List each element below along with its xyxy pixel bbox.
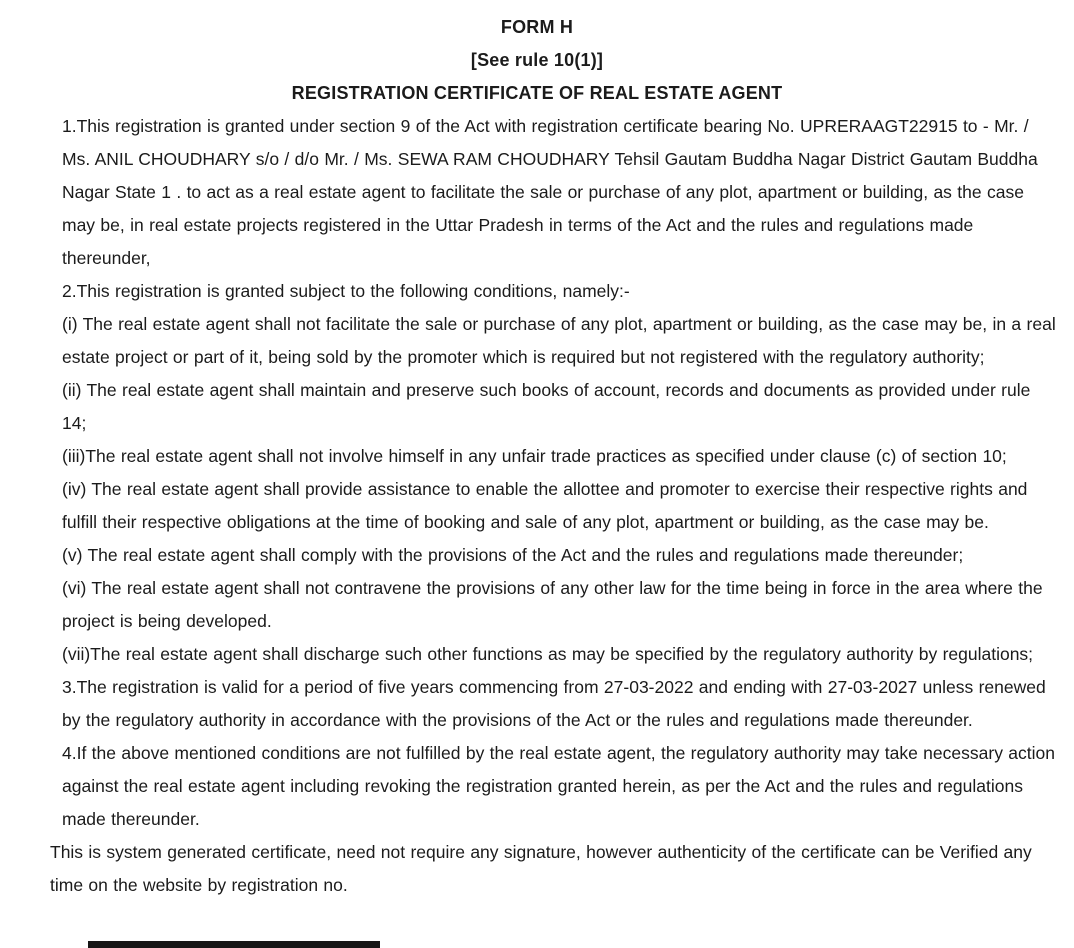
paragraph-registration-grant: 1.This registration is granted under section 9 of the Act with registration certificate bearing No. UPRERAAGT22915 to - Mr. / Ms. ANIL CHOUDHARY s/o / d/o Mr. / Ms. SEWA RAM CHOUDHARY Tehsil Gautam Buddha Nagar District Gautam Buddha Nagar State 1 . to act as a real estate agent to facilitate the sale or purchase of any plot, apartment or building, as the case may be, in real estate projects registered in the Uttar Pradesh in terms of the Act and the rules and regulations made thereunder, — [62, 116, 1038, 268]
condition-iv: (iv) The real estate agent shall provide assistance to enable the allottee and promoter to exercise their respective rights and fulfill their respective obligations at the time of booking and sale of any plot, apartment or building, as the case may be. — [62, 479, 1028, 532]
paragraph-revocation: 4.If the above mentioned conditions are not fulfilled by the real estate agent, the regulatory authority may take necessary action against the real estate agent including revoking the registration granted herein, as per the Act and the rules and regulations made thereunder. — [62, 743, 1056, 829]
condition-vi: (vi) The real estate agent shall not contravene the provisions of any other law for the time being in force in the area where the project is being developed. — [62, 578, 1043, 631]
condition-v: (v) The real estate agent shall comply with the provisions of the Act and the rules and regulations made thereunder; — [62, 545, 964, 565]
paragraph-conditions-intro: 2.This registration is granted subject to the following conditions, namely:- — [62, 281, 630, 301]
rule-reference: [See rule 10(1)] — [470, 50, 604, 70]
bottom-cutoff-bar — [88, 941, 380, 948]
document-header — [0, 0, 1074, 110]
condition-iii: (iii)The real estate agent shall not involve himself in any unfair trade practices as specified under clause (c) of section 10; — [62, 446, 1007, 466]
condition-ii: (ii) The real estate agent shall maintain and preserve such books of account, records and documents as provided under rule 14; — [62, 380, 1031, 433]
paragraph-validity: 3.The registration is valid for a period of five years commencing from 27-03-2022 and ending with 27-03-2027 unless renewed by the regulatory authority in accordance with the provisions of the Act or the rules and regulations made thereunder. — [62, 677, 1046, 730]
form-title: FORM H — [500, 17, 574, 37]
document-body — [0, 110, 1074, 902]
condition-i: (i) The real estate agent shall not facilitate the sale or purchase of any plot, apartment or building, as the case may be, in a real estate project or part of it, being sold by the promoter which is required but not registered with the regulatory authority; — [62, 314, 1056, 367]
condition-vii: (vii)The real estate agent shall discharge such other functions as may be specified by the regulatory authority by regulations; — [62, 644, 1034, 664]
certificate-heading: REGISTRATION CERTIFICATE OF REAL ESTATE AGENT — [291, 83, 783, 103]
system-generated-note: This is system generated certificate, need not require any signature, however authenticity of the certificate can be Verified any time on the website by registration no. — [50, 842, 1032, 895]
